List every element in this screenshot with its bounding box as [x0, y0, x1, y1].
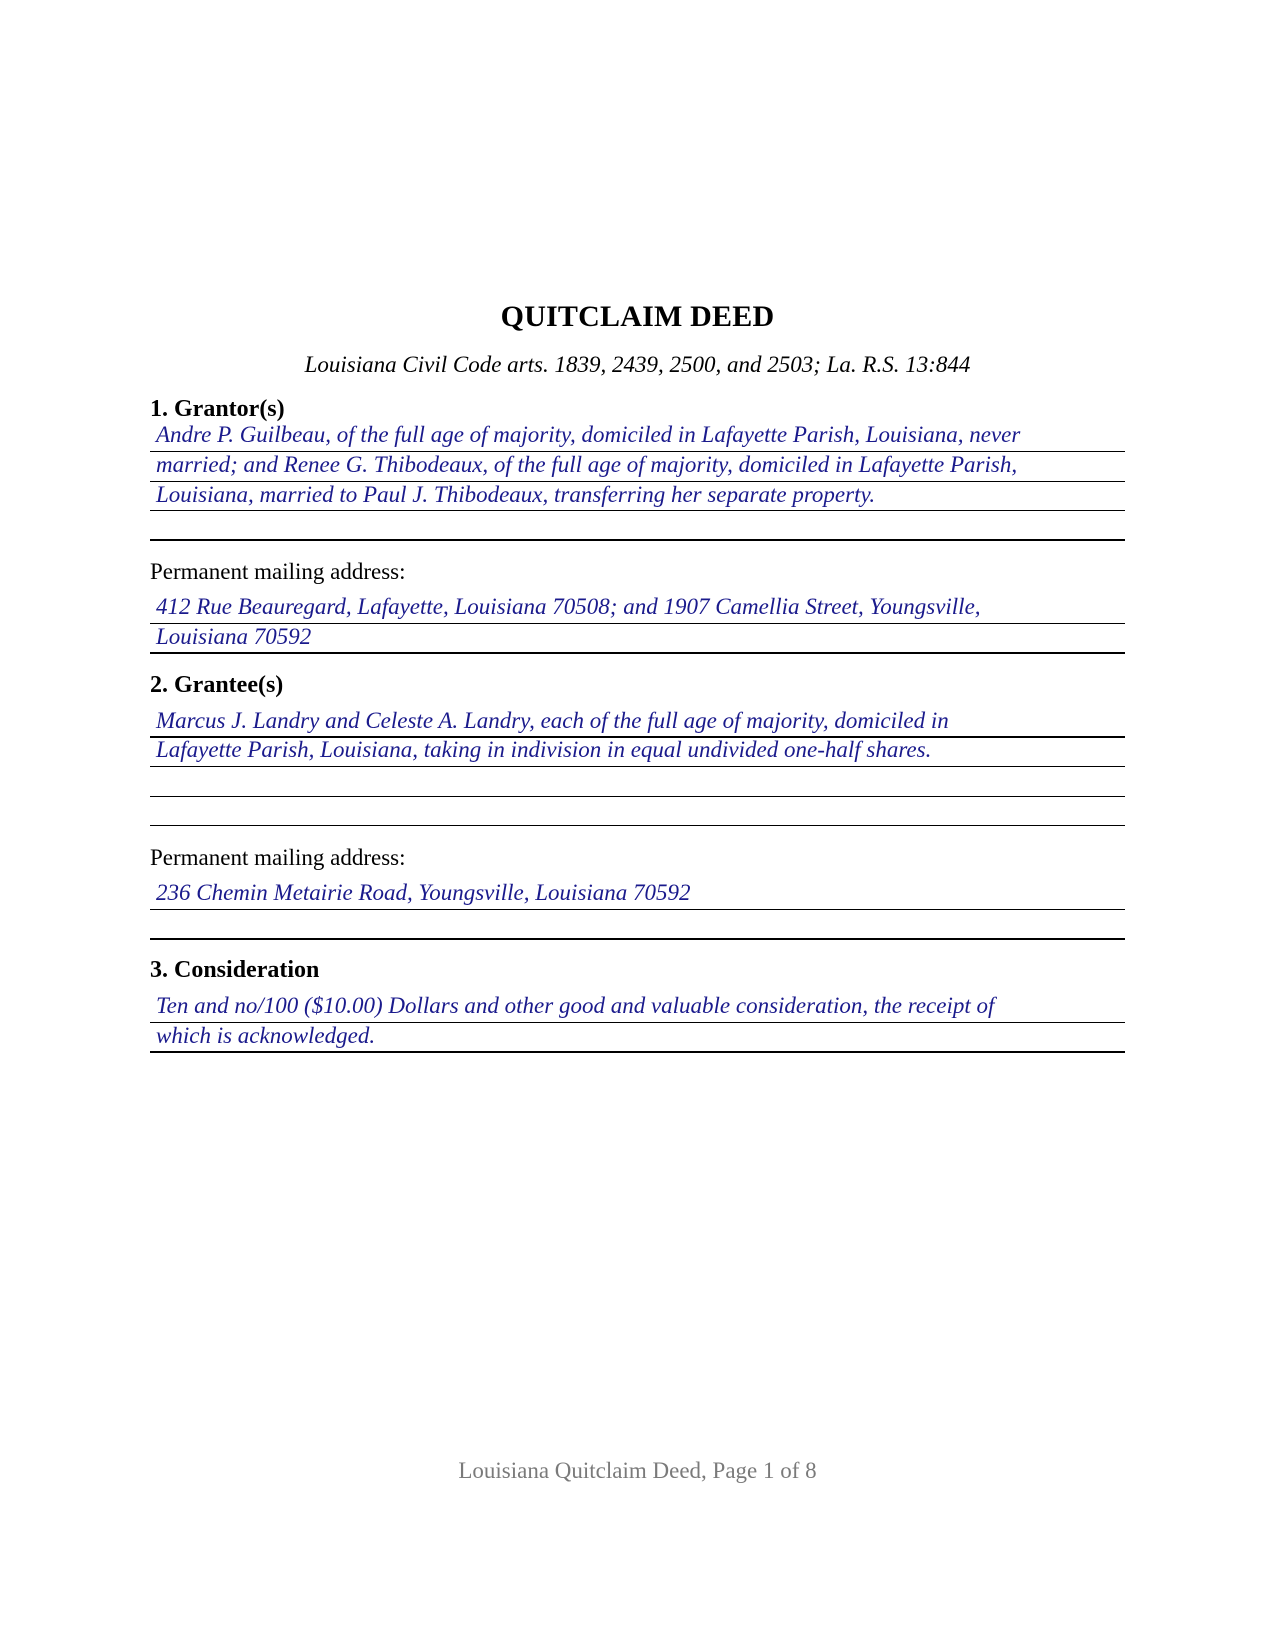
grantee-blank-line-1-rule	[150, 796, 1125, 797]
grantee-line-2-rule	[150, 766, 1125, 767]
grantor-blank-line-rule	[150, 539, 1125, 541]
grantor-address-line-2-rule	[150, 652, 1125, 654]
document-title: QUITCLAIM DEED	[500, 300, 775, 333]
grantor-address-line-1[interactable]: 412 Rue Beauregard, Lafayette, Louisiana 70508; and 1907 Camellia Street, Youngsville,	[156, 594, 981, 619]
grantee-address-label: Permanent mailing address:	[150, 845, 406, 870]
grantor-address-line-2[interactable]: Louisiana 70592	[156, 624, 312, 649]
consideration-line-2-rule	[150, 1051, 1125, 1053]
grantor-heading: 1. Grantor(s)	[150, 396, 285, 422]
grantee-address-line-1[interactable]: 236 Chemin Metairie Road, Youngsville, Louisiana 70592	[156, 880, 691, 905]
document-subtitle: Louisiana Civil Code arts. 1839, 2439, 2500, and 2503; La. R.S. 13:844	[304, 352, 971, 377]
grantor-line-2[interactable]: married; and Renee G. Thibodeaux, of the full age of majority, domiciled in Lafayette Parish,	[156, 452, 1018, 477]
page-footer: Louisiana Quitclaim Deed, Page 1 of 8	[458, 1458, 817, 1483]
grantee-address-blank-rule	[150, 938, 1125, 940]
grantee-heading: 2. Grantee(s)	[150, 672, 284, 698]
grantor-line-3[interactable]: Louisiana, married to Paul J. Thibodeaux, transferring her separate property.	[156, 482, 876, 507]
grantee-blank-line-2-rule	[150, 825, 1125, 826]
grantee-line-1[interactable]: Marcus J. Landry and Celeste A. Landry, each of the full age of majority, domiciled in	[156, 708, 949, 733]
grantor-address-label: Permanent mailing address:	[150, 559, 406, 584]
consideration-heading: 3. Consideration	[150, 957, 320, 983]
grantee-address-line-1-rule	[150, 909, 1125, 910]
consideration-line-2[interactable]: which is acknowledged.	[156, 1023, 376, 1048]
grantor-line-1[interactable]: Andre P. Guilbeau, of the full age of majority, domiciled in Lafayette Parish, Louisiana, never	[156, 422, 1021, 447]
grantee-line-2[interactable]: Lafayette Parish, Louisiana, taking in indivision in equal undivided one-half shares.	[156, 737, 932, 762]
grantor-line-3-rule	[150, 510, 1125, 511]
consideration-line-1[interactable]: Ten and no/100 ($10.00) Dollars and other good and valuable consideration, the receipt of	[156, 993, 995, 1018]
